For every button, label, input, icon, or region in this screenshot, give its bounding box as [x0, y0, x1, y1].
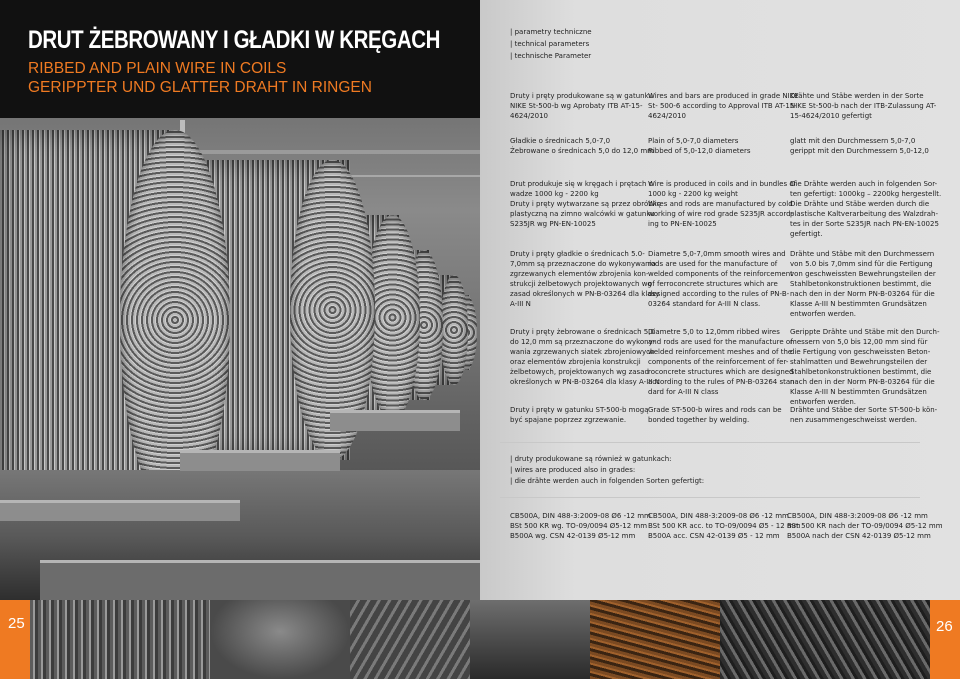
- row5-de-1: Drähte und Stäbe der Sorte ST-500-b kön-: [790, 406, 938, 414]
- row5-pl-2: być spajane poprzez zgrzewanie.: [510, 416, 627, 424]
- row3-de-2: von 5.0 bis 7,0mm sind für die Fertigung: [790, 260, 933, 268]
- row0-de-1: Drähte und Stäbe werden in der Sorte: [790, 92, 924, 100]
- title-english: RIBBED AND PLAIN WIRE IN COILS: [28, 60, 287, 77]
- row4-de-8: entworfen werden.: [790, 398, 857, 406]
- row2-en-4: working of wire rod grade S235JR accord-: [648, 210, 794, 218]
- row3-pl-1: Druty i pręty gładkie o średnicach 5.0-: [510, 250, 645, 258]
- row2-en-1: Wire is produced in coils and in bundles of: [648, 180, 797, 188]
- row2-de-2: ten gefertigt: 1000kg – 2200kg hergestellt.: [790, 190, 942, 198]
- row5-en-1: Grade ST-500-b wires and rods can be: [648, 406, 782, 414]
- row0-pl-1: Druty i pręty produkowane są w gatunku: [510, 92, 653, 100]
- row4-de-3: die Fertigung von geschweissten Beton-: [790, 348, 931, 356]
- row3-de-5: nach den in der Norm PN-B-03264 für die: [790, 290, 935, 298]
- row3-de-4: Stahlbetonkonstruktionen bestimmt, die: [790, 280, 932, 288]
- bottom-photo-strip: [0, 600, 960, 679]
- row3-en-1: Diametre 5,0-7,0mm smooth wires and: [648, 250, 786, 258]
- row4-de-6: nach den in der Norm PN-B-03264 für die: [790, 378, 935, 386]
- grades-en-2: BSt 500 KR acc. to TO-09/0094 Ø5 - 12 mm: [648, 522, 801, 530]
- page-number-box-right: [930, 600, 960, 679]
- row0-en-2: St- 500-6 according to Approval ITB AT-15-: [648, 102, 797, 110]
- grades-pl-1: CB500A, DIN 488-3:2009-08 Ø6 -12 mm: [510, 512, 651, 520]
- row2-de-5: tes in der Sorte S235JR nach PN-EN-10025: [790, 220, 939, 228]
- row4-pl-5: żelbetowych, projektowanych wg zasad: [510, 368, 649, 376]
- row3-de-1: Drähte und Stäbe mit den Durchmessern: [790, 250, 935, 258]
- row4-pl-6: określonych w PN-B-03264 dla klasy A-III N: [510, 378, 660, 386]
- row4-de-2: messern von 5,0 bis 12,00 mm sind für: [790, 338, 928, 346]
- row2-pl-4: plastyczną na zimno walcówki w gatunku: [510, 210, 655, 218]
- page-number-right: 26: [936, 618, 953, 635]
- row2-de-3: Die Drähte und Stäbe werden durch die: [790, 200, 930, 208]
- row2-pl-2: wadze 1000 kg - 2200 kg: [510, 190, 599, 198]
- row4-en-5: roconcrete structures which are designed: [648, 368, 794, 376]
- row3-en-2: rods are used for the manufacture of: [648, 260, 778, 268]
- grades-header-de: | die drähte werden auch in folgenden Sorten gefertigt:: [510, 477, 705, 485]
- grades-header-en: | wires are produced also in grades:: [510, 466, 636, 474]
- row3-de-3: von geschweissten Bewehrungsteilen der: [790, 270, 936, 278]
- row0-en-3: 4624/2010: [648, 112, 686, 120]
- row4-pl-2: do 12,0 mm są przeznaczone do wykony-: [510, 338, 656, 346]
- row4-de-7: Klasse A-III N bestimmten Grundsätzen: [790, 388, 927, 396]
- row3-en-6: 03264 standard for A-III N class.: [648, 300, 761, 308]
- row2-pl-5: S235JR wg PN-EN-10025: [510, 220, 596, 228]
- row1-en-2: Ribbed of 5,0-12,0 diameters: [648, 147, 751, 155]
- title-banner: [0, 0, 480, 118]
- row4-pl-3: wania zgrzewanych siatek zbrojeniowych: [510, 348, 655, 356]
- row1-en-1: Plain of 5,0-7,0 diameters: [648, 137, 739, 145]
- grades-header-pl: | druty produkowane są również w gatunkach:: [510, 455, 672, 463]
- grades-de-1: CB500A, DIN 488-3:2009-08 Ø6 -12 mm: [787, 512, 928, 520]
- grades-de-3: B500A nach der CSN 42-0139 Ø5-12 mm: [787, 532, 931, 540]
- grades-en-1: CB500A, DIN 488-3:2009-08 Ø6 -12 mm: [648, 512, 789, 520]
- row3-pl-4: strukcji żelbetowych projektowanych wg: [510, 280, 652, 288]
- row0-de-3: 15-4624/2010 gefertigt: [790, 112, 872, 120]
- row5-de-2: nen zusammengeschweisst werden.: [790, 416, 917, 424]
- row4-en-6: according to the rules of PN-B-03264 stan-: [648, 378, 798, 386]
- row4-en-2: and rods are used for the manufacture of: [648, 338, 793, 346]
- row5-en-2: bonded together by welding.: [648, 416, 750, 424]
- row3-en-4: of ferroconcrete structures which are: [648, 280, 778, 288]
- row1-de-2: gerippt mit den Durchmessern 5,0-12,0: [790, 147, 929, 155]
- row4-en-1: Diametre 5,0 to 12,0mm ribbed wires: [648, 328, 780, 336]
- row2-en-2: 1000 kg - 2200 kg weight: [648, 190, 738, 198]
- params-header-pl: | parametry techniczne: [510, 28, 592, 36]
- grades-pl-3: B500A wg. CSN 42-0139 Ø5-12 mm: [510, 532, 636, 540]
- row3-pl-2: 7,0mm są przeznaczone do wykonywania: [510, 260, 656, 268]
- row4-pl-1: Druty i pręty żebrowane o średnicach 5,0: [510, 328, 655, 336]
- grades-en-3: B500A acc. CSN 42-0139 Ø5 - 12 mm: [648, 532, 780, 540]
- row3-pl-6: A-III N: [510, 300, 531, 308]
- row4-de-4: stahlmatten und Bewehrungsteilen der: [790, 358, 928, 366]
- row4-en-3: welded reinforcement meshes and of the: [648, 348, 793, 356]
- row0-de-2: NIKE St-500-b nach der ITB-Zulassung AT-: [790, 102, 937, 110]
- row2-en-5: ing to PN-EN-10025: [648, 220, 717, 228]
- row3-de-6: Klasse A-III N bestimmten Grundsätzen: [790, 300, 927, 308]
- grades-de-2: BSt 500 KR nach der TO-09/0094 Ø5-12 mm: [787, 522, 943, 530]
- row2-de-4: plastische Kaltverarbeitung des Walzdrah-: [790, 210, 938, 218]
- row3-pl-5: zasad określonych w PN-B-03264 dla klasy: [510, 290, 660, 298]
- params-header-en: | technical parameters: [510, 40, 590, 48]
- row1-pl-1: Gładkie o średnicach 5,0-7,0: [510, 137, 611, 145]
- params-header-de: | technische Parameter: [510, 52, 592, 60]
- row2-pl-1: Drut produkuje się w kręgach i prętach o: [510, 180, 653, 188]
- row2-de-1: Die Drähte werden auch in folgenden Sor-: [790, 180, 938, 188]
- row0-pl-3: 4624/2010: [510, 112, 548, 120]
- page-number-box-left: [0, 600, 30, 679]
- row3-de-7: entworfen werden.: [790, 310, 857, 318]
- row4-pl-4: oraz elementów zbrojenia konstrukcji: [510, 358, 641, 366]
- row3-en-3: welded components of the reinforcement: [648, 270, 793, 278]
- row4-de-5: Stahlbetonkonstruktionen bestimmt, die: [790, 368, 932, 376]
- page-number-left: 25: [8, 615, 25, 632]
- row4-en-7: dard for A-III N class: [648, 388, 719, 396]
- row1-pl-2: Żebrowane o średnicach 5,0 do 12,0 mm: [510, 147, 654, 155]
- row2-pl-3: Druty i pręty wytwarzane są przez obróbkę: [510, 200, 662, 208]
- divider: [500, 497, 920, 498]
- title-main: DRUT ŻEBROWANY I GŁADKI W KRĘGACH: [28, 26, 441, 54]
- grades-pl-2: BSt 500 KR wg. TO-09/0094 Ø5-12 mm: [510, 522, 648, 530]
- row3-pl-3: zgrzewanych elementów zbrojenia kon-: [510, 270, 649, 278]
- row4-en-4: components of the reinforcement of fer-: [648, 358, 789, 366]
- title-german: GERIPPTER UND GLATTER DRAHT IN RINGEN: [28, 79, 372, 96]
- row0-pl-2: NIKE St-500-b wg Aprobaty ITB AT-15-: [510, 102, 643, 110]
- row2-de-6: gefertigt.: [790, 230, 823, 238]
- row5-pl-1: Druty i pręty w gatunku ST-500-b mogą: [510, 406, 649, 414]
- row1-de-1: glatt mit den Durchmessern 5,0-7,0: [790, 137, 916, 145]
- row4-de-1: Gerippte Drähte und Stäbe mit den Durch-: [790, 328, 940, 336]
- row2-en-3: Wires and rods are manufactured by cold: [648, 200, 793, 208]
- row3-en-5: designed according to the rules of PN-B-: [648, 290, 790, 298]
- row0-en-1: Wires and bars are produced in grade NIKE: [648, 92, 799, 100]
- divider: [500, 442, 920, 443]
